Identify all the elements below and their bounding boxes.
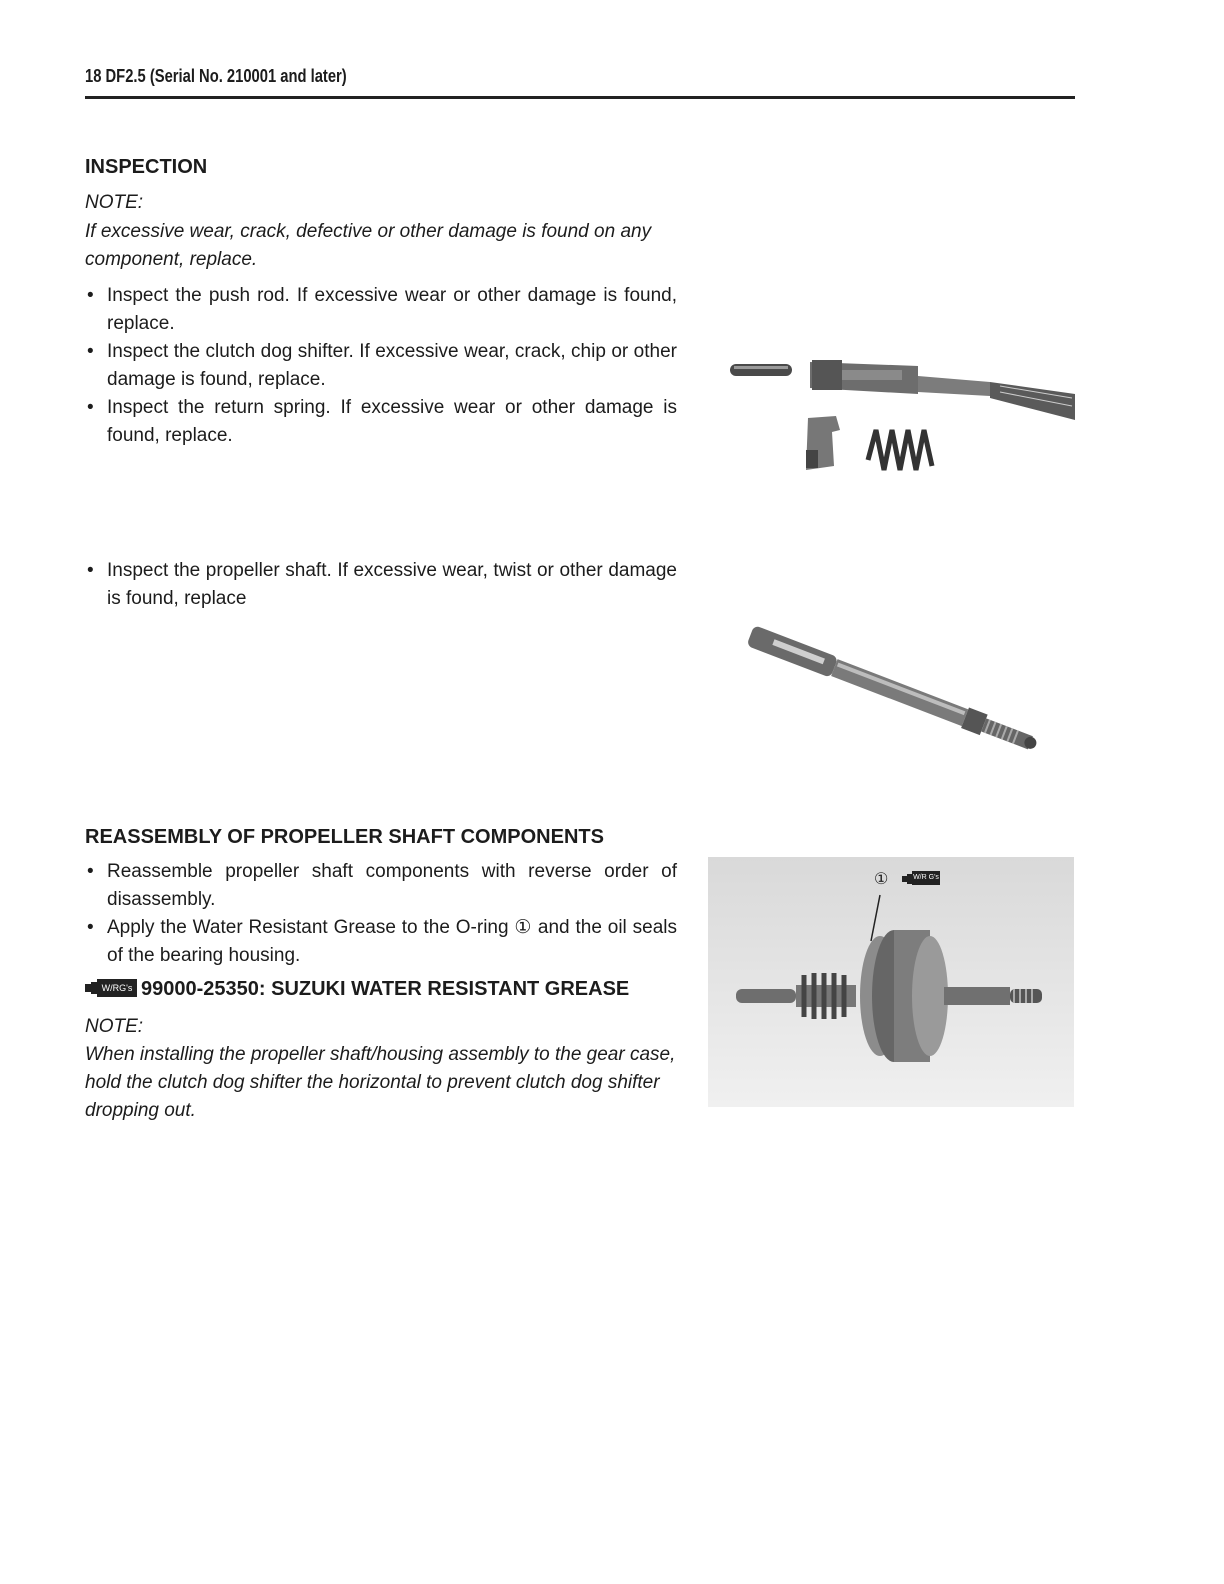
inspection-note-text: If excessive wear, crack, defective or other damage is found on any component, replace. (85, 221, 652, 270)
grease-spec-line (85, 978, 629, 1001)
bullet-reassemble: • Reassemble propeller shaft components with reverse order of disassembly. (85, 858, 677, 914)
page-header (85, 66, 1075, 99)
grease-spec-text: 99000-25350: SUZUKI WATER RESISTANT GREASE (141, 978, 630, 1000)
reassembly-title: REASSEMBLY OF PROPELLER SHAFT COMPONENTS (85, 826, 604, 848)
photo-grease-tube-icon (902, 871, 942, 887)
bullet-clutch-dog-shifter: • Inspect the clutch dog shifter. If excessive wear, crack, chip or other damage is found, replace. (85, 338, 677, 394)
grease-tube-label: W/RG's (97, 979, 137, 997)
inspection-note-label: NOTE: (85, 192, 144, 213)
photo-grease-tube-label: W/R G's (912, 871, 940, 885)
inspection-title: INSPECTION (85, 156, 208, 178)
reassembly-note-text: When installing the propeller shaft/housing assembly to the gear case, hold the clutch dog shifter the horizontal to prevent clutch dog shifter dropping out. (85, 1044, 676, 1121)
inspection-bullets (85, 282, 677, 450)
bullet-return-spring: • Inspect the return spring. If excessive wear or other damage is found, replace. (85, 394, 677, 450)
reassembly-note-label: NOTE: (85, 1016, 144, 1037)
inspection-bullets-2 (85, 557, 677, 613)
bullet-propeller-shaft: • Inspect the propeller shaft. If excessive wear, twist or other damage is found, replace (85, 557, 677, 613)
page-header-text: 18 DF2.5 (Serial No. 210001 and later) (85, 66, 347, 86)
push-rod-shifter-spring-photo (700, 270, 1080, 530)
bullet-apply-grease: • Apply the Water Resistant Grease to the O-ring ① and the oil seals of the bearing housing. (85, 914, 677, 970)
bullet-push-rod: • Inspect the push rod. If excessive wear or other damage is found, replace. (85, 282, 677, 338)
reassembly-bullets (85, 858, 677, 970)
grease-tube-icon (85, 978, 137, 998)
propeller-shaft-photo (720, 620, 1060, 760)
shaft-housing-assembly-photo (708, 857, 1074, 1107)
oring-callout-number: ① (874, 871, 889, 888)
